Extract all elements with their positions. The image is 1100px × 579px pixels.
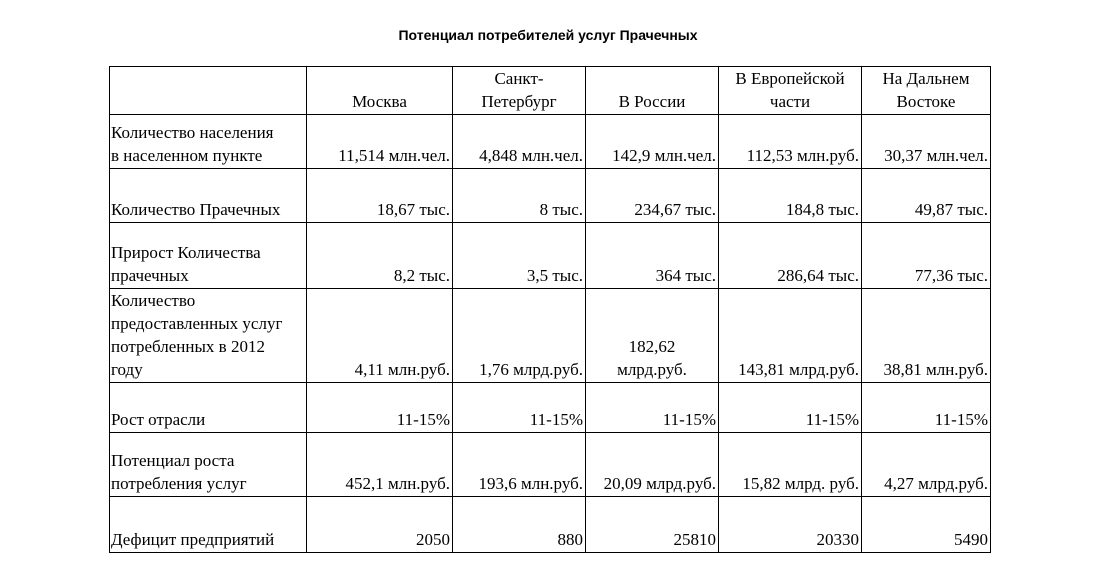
table-cell: 193,6 млн.руб. [453,433,586,497]
table-cell: 11-15% [307,383,453,433]
page-title: Потенциал потребителей услуг Прачечных [398,27,698,43]
row-label-enterprise-deficit: Дефицит предприятий [110,497,307,553]
row-label-laundries-growth: Прирост Количества прачечных [110,223,307,289]
table-cell: 8,2 тыс. [307,223,453,289]
header-saint-petersburg: Санкт- Петербург [453,67,586,115]
table-cell: 11-15% [862,383,991,433]
header-russia: В России [586,67,719,115]
row-label-consumption-potential: Потенциал роста потребления услуг [110,433,307,497]
row-label-population: Количество населения в населенном пункте [110,115,307,169]
header-far-east: На Дальнем Востоке [862,67,991,115]
table-cell: 286,64 тыс. [719,223,862,289]
table-cell: 8 тыс. [453,169,586,223]
header-moscow: Москва [307,67,453,115]
table-cell: 38,81 млн.руб. [862,289,991,383]
table-cell: 20330 [719,497,862,553]
table-cell: 4,27 млрд.руб. [862,433,991,497]
table-cell: 234,67 тыс. [586,169,719,223]
table-cell: 182,62 млрд.руб. [586,289,719,383]
row-label-laundries-count: Количество Прачечных [110,169,307,223]
row-label-services-2012: Количество предоставленных услуг потребленных в 2012 году [110,289,307,383]
table-cell: 18,67 тыс. [307,169,453,223]
header-empty-cell [110,67,307,115]
table-row [110,223,991,289]
table-cell: 452,1 млн.руб. [307,433,453,497]
consumer-potential-table [109,66,991,553]
table-row [110,289,991,383]
table-cell: 142,9 млн.чел. [586,115,719,169]
table-row [110,383,991,433]
table-cell: 11-15% [719,383,862,433]
table-cell: 11,514 млн.чел. [307,115,453,169]
table-cell: 30,37 млн.чел. [862,115,991,169]
table-cell: 364 тыс. [586,223,719,289]
row-label-industry-growth: Рост отрасли [110,383,307,433]
table-header-row [110,67,991,115]
table-cell: 20,09 млрд.руб. [586,433,719,497]
table-row [110,115,991,169]
table-cell: 25810 [586,497,719,553]
table-cell: 880 [453,497,586,553]
table-row [110,169,991,223]
header-european-part: В Европейской части [719,67,862,115]
table-cell: 49,87 тыс. [862,169,991,223]
table-cell: 4,11 млн.руб. [307,289,453,383]
table-cell: 11-15% [586,383,719,433]
table-cell: 143,81 млрд.руб. [719,289,862,383]
table-cell: 1,76 млрд.руб. [453,289,586,383]
table-cell: 112,53 млн.руб. [719,115,862,169]
table-cell: 2050 [307,497,453,553]
table-row [110,497,991,553]
table-cell: 3,5 тыс. [453,223,586,289]
table-cell: 4,848 млн.чел. [453,115,586,169]
table-cell: 5490 [862,497,991,553]
table-cell: 77,36 тыс. [862,223,991,289]
table-cell: 184,8 тыс. [719,169,862,223]
table-cell: 15,82 млрд. руб. [719,433,862,497]
table-row [110,433,991,497]
table-cell: 11-15% [453,383,586,433]
